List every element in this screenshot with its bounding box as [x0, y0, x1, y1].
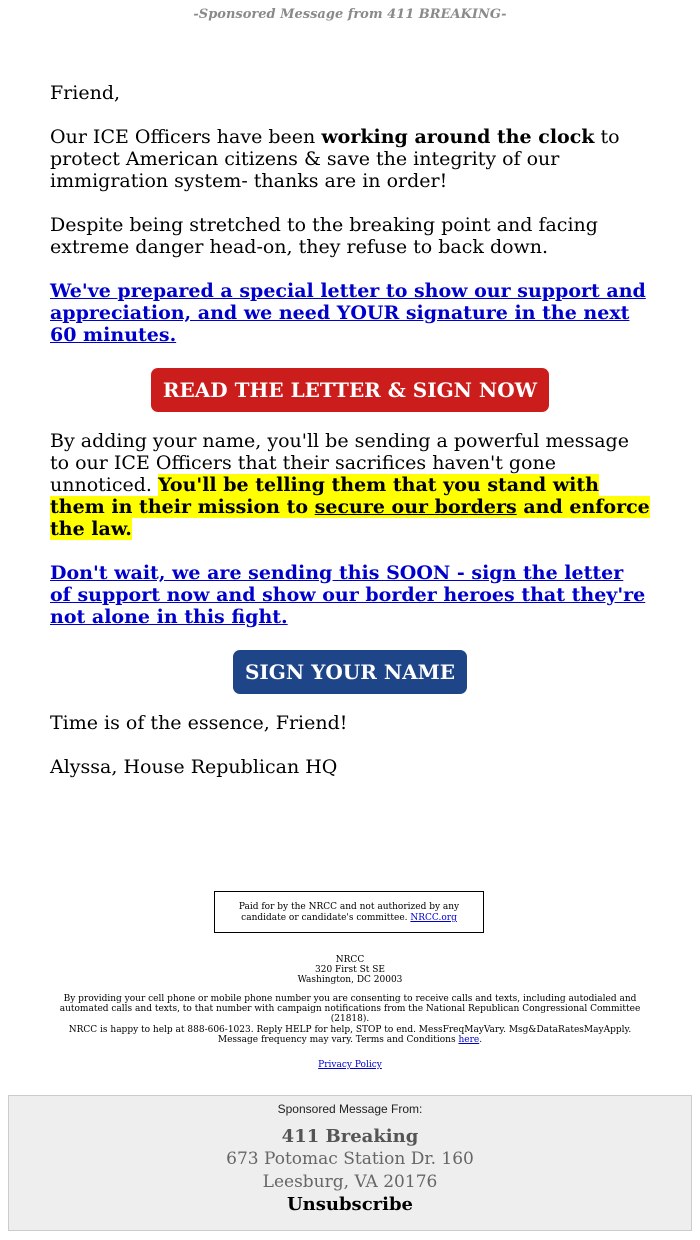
paid-for-text: Paid for by the NRCC and not authorized by any candidate or candidate's committee.	[238, 902, 460, 923]
sponsor-box	[8, 1095, 692, 1231]
button-row-2	[50, 650, 650, 694]
message-text: By adding your name, you'll be sending a powerful message to our ICE Officers that their sacrifices haven't gone unnoticed.	[50, 430, 629, 496]
button-row-1	[50, 368, 650, 412]
read-letter-sign-button[interactable]: READ THE LETTER & SIGN NOW	[151, 368, 549, 412]
help-end: .	[479, 1035, 483, 1045]
closing-line: Time is of the essence, Friend!	[50, 712, 348, 734]
paragraph-danger: Despite being stretched to the breaking point and facing extreme danger head-on, they refuse to back down.	[50, 214, 598, 258]
sign-your-name-button[interactable]: SIGN YOUR NAME	[233, 650, 467, 694]
intro-text-b: to protect American citizens & save the integrity of our immigration system- thanks are in order!	[50, 126, 620, 192]
signature: Alyssa, House Republican HQ	[50, 756, 338, 778]
sponsor-name: 411 Breaking	[281, 1126, 419, 1147]
privacy-policy-link[interactable]: Privacy Policy	[318, 1060, 382, 1070]
terms-link[interactable]: here	[458, 1035, 480, 1045]
paragraph-link-2	[50, 562, 650, 628]
highlight-text-a: You'll be telling them that you stand with them in their mission to	[50, 474, 599, 518]
highlight-underlined-text: secure our borders	[314, 496, 517, 518]
paragraph-intro	[50, 126, 650, 192]
intro-text-a: Our ICE Officers have been	[50, 126, 322, 148]
mailing-address	[0, 955, 700, 985]
greeting: Friend,	[50, 82, 121, 104]
paragraph-message	[50, 430, 650, 540]
email-body	[50, 82, 650, 800]
letter-link[interactable]: We've prepared a special letter to show our support and appreciation, and we need YOUR signature in the next 60 minutes.	[50, 280, 646, 346]
help-text: NRCC is happy to help at 888-606-1023. Reply HELP for help, STOP to end. MessFreqMayVary. Msg&DataRatesMayApply. Message frequency may vary. Terms and Conditions	[68, 1025, 632, 1045]
org-name: NRCC	[335, 955, 365, 965]
help-notice	[48, 1025, 652, 1045]
nrcc-link[interactable]: NRCC.org	[410, 913, 457, 923]
street-address: 320 First St SE	[315, 965, 385, 975]
paragraph-link-1	[50, 280, 650, 346]
sponsored-header: -Sponsored Message from 411 BREAKING-	[193, 7, 507, 22]
sign-letter-link[interactable]: Don't wait, we are sending this SOON - sign the letter of support now and show our border heroes that they're not alone in this fight.	[50, 562, 646, 628]
sponsor-address-1: 673 Potomac Station Dr. 160	[226, 1149, 474, 1169]
sponsor-address-2: Leesburg, VA 20176	[262, 1172, 438, 1192]
city-state-zip: Washington, DC 20003	[297, 975, 403, 985]
highlight-text-b: and enforce the law.	[50, 496, 650, 540]
paid-for-box	[214, 891, 484, 933]
consent-notice: By providing your cell phone or mobile phone number you are consenting to receive calls and texts, including autodialed and automated calls and texts, to that number with campaign notifications from the National Republican Congressional Committee (21818).	[59, 994, 641, 1024]
sponsor-label: Sponsored Message From:	[277, 1102, 423, 1116]
intro-bold-text: working around the clock	[321, 126, 595, 148]
unsubscribe-link[interactable]: Unsubscribe	[286, 1194, 414, 1215]
privacy-row	[0, 1060, 700, 1070]
